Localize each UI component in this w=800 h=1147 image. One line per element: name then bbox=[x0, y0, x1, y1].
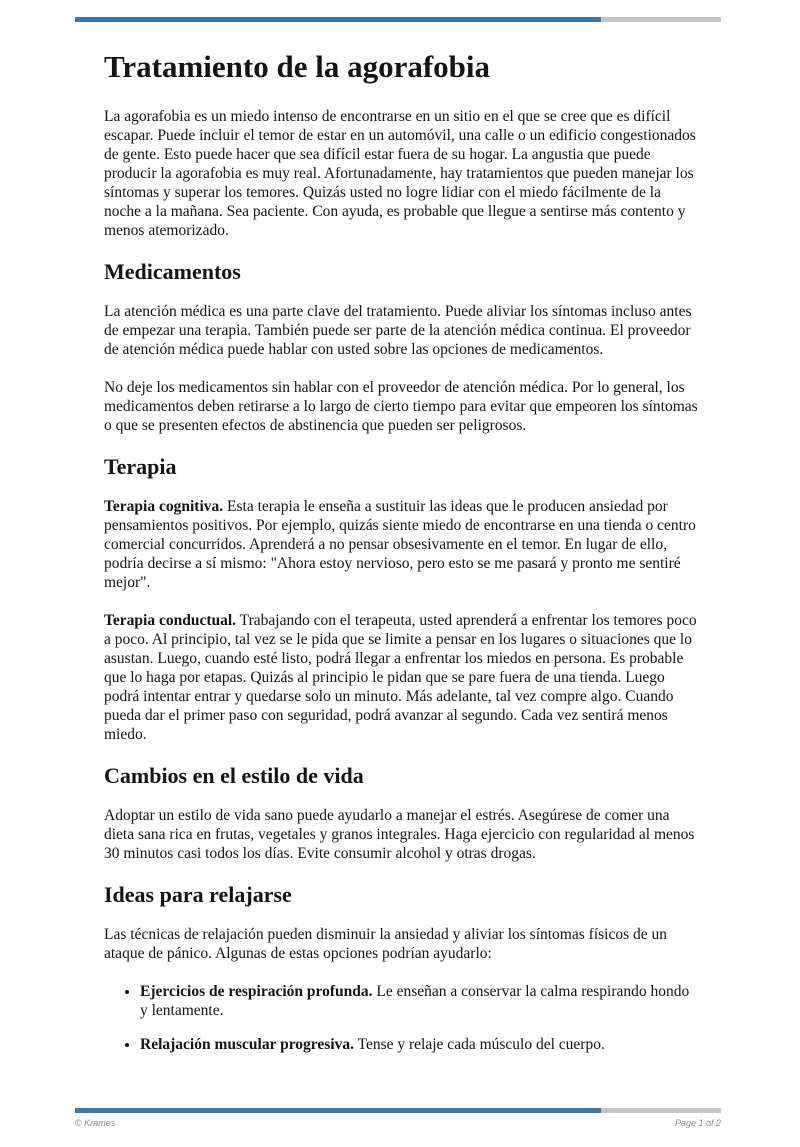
intro-paragraph: La agorafobia es un miedo intenso de encontrarse en un sitio en el que se cree que es difícil escapar. Puede incluir el temor de estar en un automóvil, una calle o un edificio congestionados de gente. Esto puede hacer que sea difícil estar fuera de su hogar. La angustia que puede producir la agorafobia es muy real. Afortunadamente, hay tratamientos que pueden manejar los síntomas y superar los temores. Quizás usted no logre lidiar con el miedo fácilmente de la noche a la mañana. Sea paciente. Con ayuda, es probable que llegue a sentirse más contento y menos atemorizado. bbox=[104, 108, 696, 239]
section-heading-estilo-de-vida: Cambios en el estilo de vida bbox=[104, 763, 364, 788]
footer-rule-gray-segment bbox=[601, 1108, 721, 1113]
top-rule-blue-segment bbox=[75, 17, 601, 22]
list-item-text: Tense y relaje cada músculo del cuerpo. bbox=[357, 1036, 605, 1053]
footer-rule bbox=[75, 1108, 721, 1113]
relaxation-bullet-list bbox=[104, 982, 698, 1054]
paragraph bbox=[104, 611, 698, 744]
list-item bbox=[140, 982, 698, 1020]
page-title: Tratamiento de la agorafobia bbox=[104, 49, 491, 84]
paragraph-text: Trabajando con el terapeuta, usted aprenderá a enfrentar los temores poco a poco. Al principio, tal vez se le pida que se limite a pensar en los lugares o situaciones que lo asustan. Luego, cuando esté listo, podrá llegar a enfrentar los miedos en persona. Es probable que lo haga por etapas. Quizás al principio le pidan que se pare fuera de una tienda. Luego podrá intentar entrar y quedarse solo un minuto. Más adelante, tal vez compre algo. Cuando pueda dar el primer paso con seguridad, podrá avanzar al segundo. Cada vez sentirá menos miedo. bbox=[104, 612, 697, 743]
paragraph: La atención médica es una parte clave del tratamiento. Puede aliviar los síntomas incluso antes de empezar una terapia. También puede ser parte de la atención médica continua. El proveedor de atención médica puede hablar con usted sobre las opciones de medicamentos. bbox=[104, 303, 692, 358]
list-item-text: Le enseñan a conservar la calma respirando hondo y lentamente. bbox=[140, 983, 690, 1019]
document-body bbox=[104, 49, 698, 1054]
paragraph: Adoptar un estilo de vida sano puede ayudarlo a manejar el estrés. Asegúrese de comer una dieta sana rica en frutas, vegetales y granos integrales. Haga ejercicio con regularidad al menos 30 minutos casi todos los días. Evite consumir alcohol y otras drogas. bbox=[104, 807, 695, 862]
section-heading-ideas-para-relajarse: Ideas para relajarse bbox=[104, 882, 292, 907]
page-footer bbox=[75, 1108, 721, 1128]
top-rule-gray-segment bbox=[601, 17, 721, 22]
list-item bbox=[140, 1035, 698, 1054]
footer-rule-blue-segment bbox=[75, 1108, 601, 1113]
top-rule bbox=[75, 17, 721, 22]
list-item-lead: Relajación muscular progresiva. bbox=[140, 1036, 354, 1053]
paragraph: No deje los medicamentos sin hablar con el proveedor de atención médica. Por lo general, los medicamentos deben retirarse a lo largo de cierto tiempo para evitar que empeoren los síntomas o que se presenten efectos de abstinencia que pueden ser peligrosos. bbox=[104, 379, 698, 434]
section-heading-terapia: Terapia bbox=[104, 454, 177, 479]
paragraph-lead: Terapia conductual. bbox=[104, 612, 237, 629]
section-heading-medicamentos: Medicamentos bbox=[104, 259, 241, 284]
footer-page-number: Page 1 of 2 bbox=[674, 1118, 721, 1128]
list-item-lead: Ejercicios de respiración profunda. bbox=[140, 983, 373, 1000]
paragraph bbox=[104, 497, 698, 592]
paragraph-lead: Terapia cognitiva. bbox=[104, 498, 224, 515]
paragraph-text: Esta terapia le enseña a sustituir las ideas que le producen ansiedad por pensamientos positivos. Por ejemplo, quizás siente miedo de encontrarse en una tienda o centro comercial concurridos. Aprenderá a no pensar obsesivamente en el temor. En lugar de ello, podría decirse a sí mismo: "Ahora estoy nervioso, pero esto se me pasará y pronto me sentiré mejor". bbox=[104, 498, 696, 591]
paragraph: Las técnicas de relajación pueden disminuir la ansiedad y aliviar los síntomas físicos de un ataque de pánico. Algunas de estas opciones podrían ayudarlo: bbox=[104, 926, 668, 962]
footer-row bbox=[75, 1118, 721, 1128]
footer-copyright: © Krames bbox=[75, 1118, 116, 1128]
